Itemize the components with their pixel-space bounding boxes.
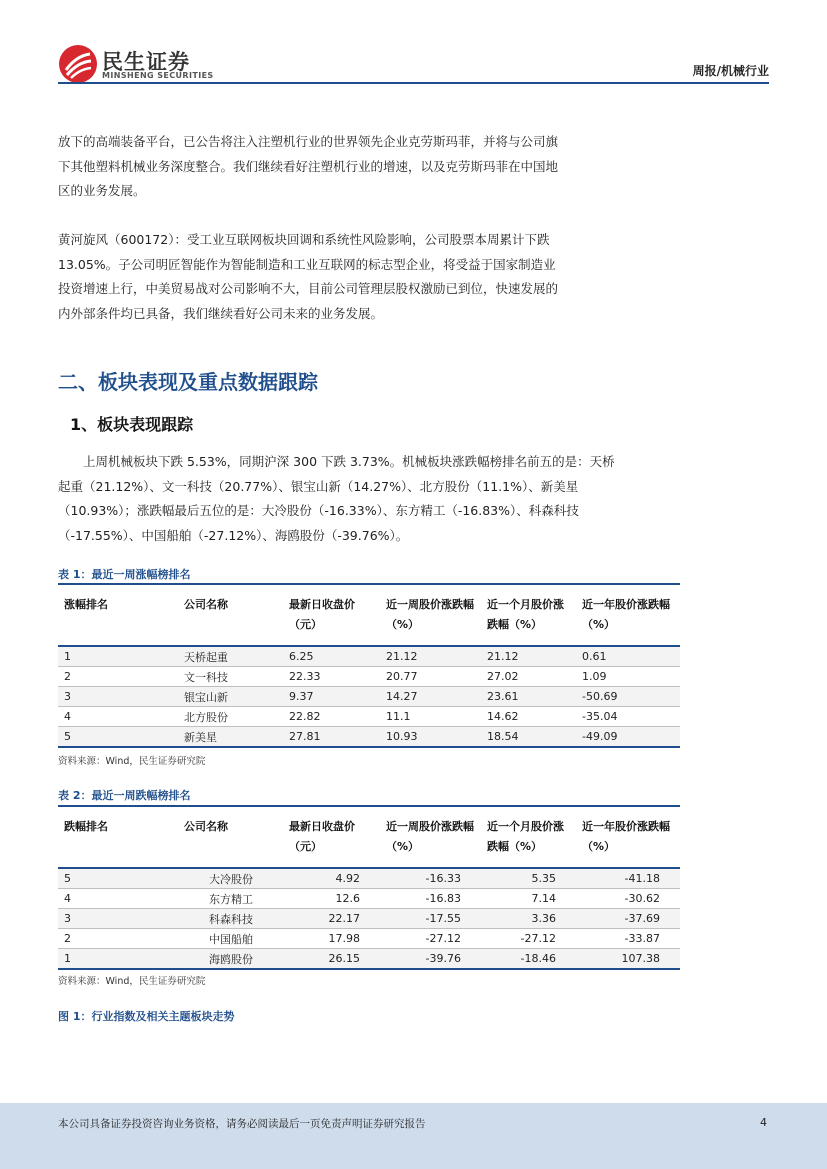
month-change-cell: 21.12 xyxy=(481,646,576,667)
page-header xyxy=(0,0,827,90)
column-header: 近一个月股价涨跌幅（%） xyxy=(487,598,564,631)
minsheng-logo xyxy=(58,44,214,84)
page-footer xyxy=(0,1103,827,1169)
report-type: 周报/机械行业 xyxy=(692,64,769,78)
section-heading: 二、板块表现及重点数据跟踪 xyxy=(58,370,318,394)
column-header: 近一年股价涨跌幅（%） xyxy=(582,820,670,853)
company-cell: 科森科技 xyxy=(178,909,283,929)
month-change-cell: 5.35 xyxy=(481,868,576,889)
table-row xyxy=(58,687,680,707)
paragraph-sector-performance: 上周机械板块下跌 5.53%，同期沪深 300 下跌 3.73%。机械板块涨跌幅榜排名前五的是：天桥起重（21.12%）、文一科技（20.77%）、银宝山新（14.27%）、北方股份（11.1%）、新美星（10.93%）；涨跌幅最后五位的是：大冷股份（-16.33%）、东方精工（-16.83%）、科森科技（-17.55%）、中国船舶（-27.12%）、海鸥股份（-39.76%）。 xyxy=(58,454,615,543)
week-change-cell: -16.83 xyxy=(380,889,481,909)
month-change-cell: 23.61 xyxy=(481,687,576,707)
column-header: 跌幅排名 xyxy=(64,820,108,833)
column-header: 最新日收盘价（元） xyxy=(289,598,355,631)
table1-source: 资料来源：Wind，民生证券研究院 xyxy=(58,756,206,767)
close-price-cell: 4.92 xyxy=(283,868,380,889)
close-price-cell: 26.15 xyxy=(283,949,380,970)
rank-cell: 4 xyxy=(58,707,178,727)
table-row xyxy=(58,868,680,889)
table-row xyxy=(58,929,680,949)
rank-cell: 4 xyxy=(58,889,178,909)
footer-disclaimer: 本公司具备证券投资咨询业务资格，请务必阅读最后一页免责声明证券研究报告 xyxy=(58,1118,426,1130)
month-change-cell: 7.14 xyxy=(481,889,576,909)
close-price-cell: 22.82 xyxy=(283,707,380,727)
year-change-cell: -49.09 xyxy=(576,727,680,748)
year-change-cell: 107.38 xyxy=(576,949,680,970)
company-cell: 东方精工 xyxy=(178,889,283,909)
rank-cell: 2 xyxy=(58,929,178,949)
rank-cell: 1 xyxy=(58,646,178,667)
month-change-cell: 3.36 xyxy=(481,909,576,929)
year-change-cell: -33.87 xyxy=(576,929,680,949)
paragraph-kraussmaffei: 放下的高端装备平台，已公告将注入注塑机行业的世界领先企业克劳斯玛菲，并将与公司旗下其他塑料机械业务深度整合。我们继续看好注塑机行业的增速，以及克劳斯玛菲在中国地区的业务发展。 xyxy=(58,134,559,198)
week-change-cell: 11.1 xyxy=(380,707,481,727)
page-number: 4 xyxy=(760,1116,767,1129)
rank-cell: 3 xyxy=(58,909,178,929)
column-header: 近一个月股价涨跌幅（%） xyxy=(487,820,564,853)
column-header: 公司名称 xyxy=(184,820,228,833)
week-change-cell: -27.12 xyxy=(380,929,481,949)
column-header: 涨幅排名 xyxy=(64,598,108,611)
column-header: 近一周股价涨跌幅（%） xyxy=(386,598,474,631)
week-change-cell: 20.77 xyxy=(380,667,481,687)
rank-cell: 5 xyxy=(58,727,178,748)
column-header: 最新日收盘价（元） xyxy=(289,820,355,853)
close-price-cell: 12.6 xyxy=(283,889,380,909)
month-change-cell: -18.46 xyxy=(481,949,576,970)
logo-chinese-name: 民生证券 xyxy=(102,50,190,74)
year-change-cell: -30.62 xyxy=(576,889,680,909)
rank-cell: 5 xyxy=(58,868,178,889)
table1-caption: 表 1：最近一周涨幅榜排名 xyxy=(58,568,191,581)
week-change-cell: 10.93 xyxy=(380,727,481,748)
table-header-row xyxy=(58,806,680,868)
company-cell: 北方股份 xyxy=(178,707,283,727)
close-price-cell: 17.98 xyxy=(283,929,380,949)
month-change-cell: -27.12 xyxy=(481,929,576,949)
year-change-cell: 0.61 xyxy=(576,646,680,667)
table2-caption: 表 2：最近一周跌幅榜排名 xyxy=(58,789,191,802)
company-cell: 大冷股份 xyxy=(178,868,283,889)
year-change-cell: -50.69 xyxy=(576,687,680,707)
table-row xyxy=(58,667,680,687)
week-change-cell: -17.55 xyxy=(380,909,481,929)
table-row xyxy=(58,707,680,727)
year-change-cell: -41.18 xyxy=(576,868,680,889)
close-price-cell: 22.17 xyxy=(283,909,380,929)
paragraph-huanghe-xuanfeng: 黄河旋风（600172）：受工业互联网板块回调和系统性风险影响，公司股票本周累计下跌13.05%。子公司明匠智能作为智能制造和工业互联网的标志型企业，将受益于国家制造业投资增速上行，中美贸易战对公司影响不大，目前公司管理层股权激励已到位，快速发展的内外部条件均已具备，我们继续看好公司未来的业务发展。 xyxy=(58,232,559,321)
losers-table xyxy=(58,805,680,970)
month-change-cell: 18.54 xyxy=(481,727,576,748)
column-header: 公司名称 xyxy=(184,598,228,611)
rank-cell: 1 xyxy=(58,949,178,970)
minsheng-logo-icon xyxy=(58,44,98,84)
company-cell: 中国船舶 xyxy=(178,929,283,949)
month-change-cell: 27.02 xyxy=(481,667,576,687)
column-header: 近一年股价涨跌幅（%） xyxy=(582,598,670,631)
month-change-cell: 14.62 xyxy=(481,707,576,727)
week-change-cell: -39.76 xyxy=(380,949,481,970)
table-row xyxy=(58,909,680,929)
year-change-cell: 1.09 xyxy=(576,667,680,687)
close-price-cell: 6.25 xyxy=(283,646,380,667)
close-price-cell: 27.81 xyxy=(283,727,380,748)
year-change-cell: -35.04 xyxy=(576,707,680,727)
company-cell: 文一科技 xyxy=(178,667,283,687)
gainers-table xyxy=(58,583,680,748)
rank-cell: 3 xyxy=(58,687,178,707)
subsection-heading: 1、板块表现跟踪 xyxy=(70,415,194,434)
table2-source: 资料来源：Wind，民生证券研究院 xyxy=(58,976,206,987)
figure1-caption: 图 1：行业指数及相关主题板块走势 xyxy=(58,1010,235,1023)
company-cell: 银宝山新 xyxy=(178,687,283,707)
column-header: 近一周股价涨跌幅（%） xyxy=(386,820,474,853)
table-row xyxy=(58,727,680,748)
table-header-row xyxy=(58,584,680,646)
company-cell: 新美星 xyxy=(178,727,283,748)
close-price-cell: 9.37 xyxy=(283,687,380,707)
table-row xyxy=(58,949,680,970)
table-row xyxy=(58,889,680,909)
year-change-cell: -37.69 xyxy=(576,909,680,929)
logo-english-name: MINSHENG SECURITIES xyxy=(102,71,214,80)
company-cell: 天桥起重 xyxy=(178,646,283,667)
week-change-cell: 14.27 xyxy=(380,687,481,707)
week-change-cell: 21.12 xyxy=(380,646,481,667)
rank-cell: 2 xyxy=(58,667,178,687)
close-price-cell: 22.33 xyxy=(283,667,380,687)
table-row xyxy=(58,646,680,667)
week-change-cell: -16.33 xyxy=(380,868,481,889)
header-divider xyxy=(58,82,769,84)
company-cell: 海鸥股份 xyxy=(178,949,283,970)
